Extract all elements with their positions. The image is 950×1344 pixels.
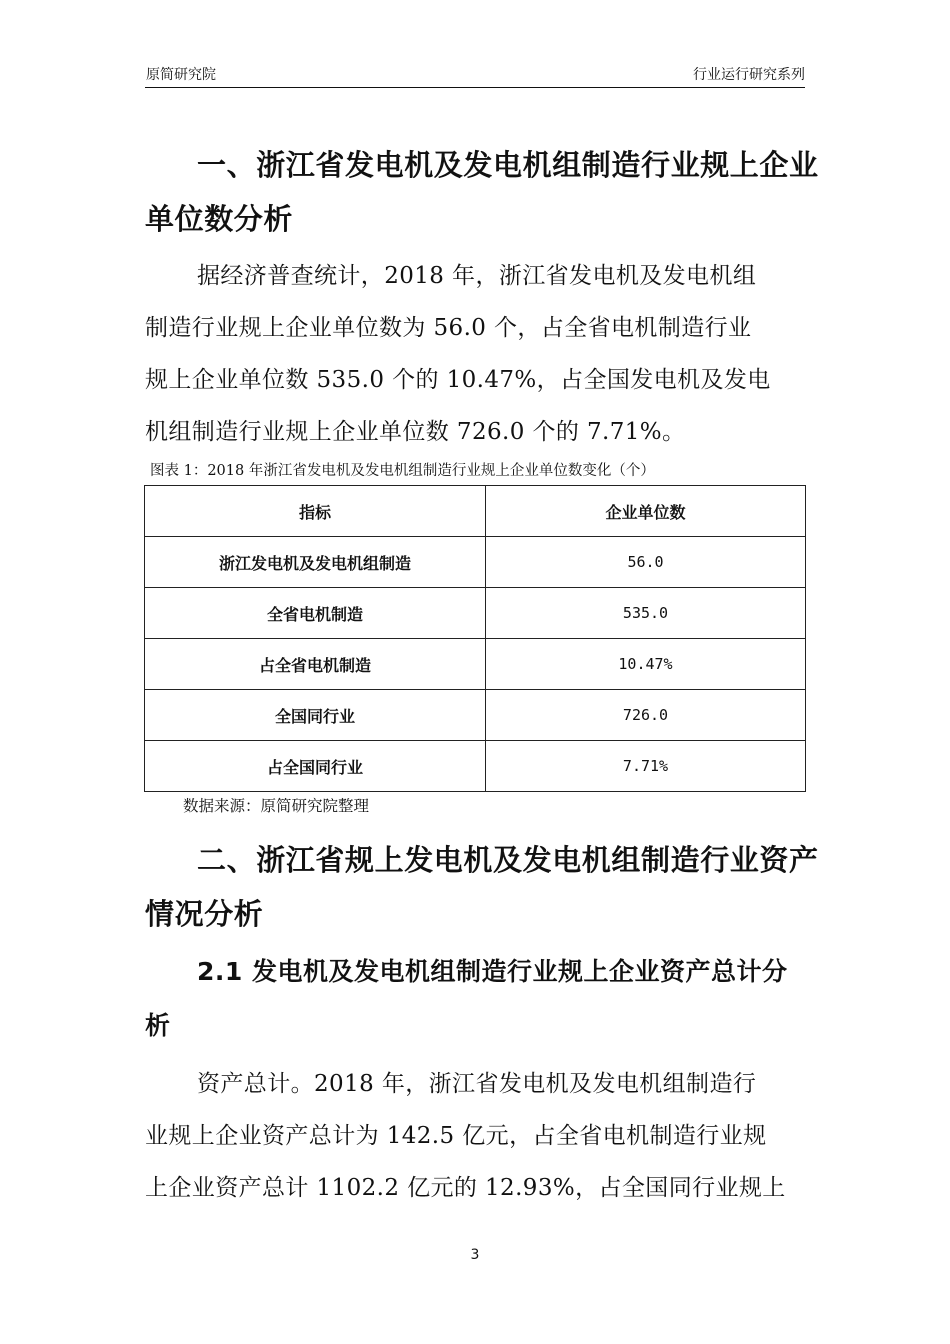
header-org-name: 原简研究院 [146,67,216,83]
table-row-label: 占全省电机制造 [145,639,486,690]
table1 [144,485,806,792]
section1-para-line4: 机组制造行业规上企业单位数 726.0 个的 7.71%。 [145,419,686,445]
table-header-row [145,486,806,537]
section1-heading-line2: 单位数分析 [145,202,294,236]
page-number: 3 [470,1247,480,1263]
table-row-value: 7.71% [486,741,806,792]
table-row [145,537,806,588]
table-row [145,588,806,639]
section2-heading [145,833,819,941]
table-row [145,690,806,741]
table-header-count: 企业单位数 [486,486,806,537]
table-row-value: 56.0 [486,537,806,588]
table-row-label: 浙江发电机及发电机组制造 [145,537,486,588]
table-row-value: 726.0 [486,690,806,741]
table-row-value: 535.0 [486,588,806,639]
table-row [145,741,806,792]
table1-caption: 图表 1：2018 年浙江省发电机及发电机组制造行业规上企业单位数变化（个） [150,463,655,479]
section1-para-line2: 制造行业规上企业单位数为 56.0 个，占全省电机制造行业 [145,315,752,341]
table-row-label: 全省电机制造 [145,588,486,639]
section2-heading-line1: 二、浙江省规上发电机及发电机组制造行业资产 [197,843,819,877]
header-series-name: 行业运行研究系列 [693,67,805,83]
table1-source: 数据来源：原简研究院整理 [183,797,370,815]
section2-para-line1: 资产总计。2018 年，浙江省发电机及发电机组制造行 [197,1071,757,1097]
section1-heading-line1: 一、浙江省发电机及发电机组制造行业规上企业 [197,148,819,182]
section1-paragraph [145,250,807,458]
table-row-label: 占全国同行业 [145,741,486,792]
table-header-indicator: 指标 [145,486,486,537]
section1-para-line3: 规上企业单位数 535.0 个的 10.47%，占全国发电机及发电 [145,367,771,393]
section2-1-heading-line2: 析 [145,1011,171,1040]
section2-1-heading [145,945,807,1053]
section1-para-line1: 据经济普查统计，2018 年，浙江省发电机及发电机组 [197,263,757,289]
section1-heading [145,138,819,246]
table-row [145,639,806,690]
section2-para-line2: 业规上企业资产总计为 142.5 亿元，占全省电机制造行业规 [145,1123,767,1149]
table-row-label: 全国同行业 [145,690,486,741]
table-row-value: 10.47% [486,639,806,690]
section2-para-line3: 上企业资产总计 1102.2 亿元的 12.93%，占全国同行业规上 [145,1175,786,1201]
section2-heading-line2: 情况分析 [145,897,264,931]
section2-1-heading-line1: 2.1 发电机及发电机组制造行业规上企业资产总计分 [197,957,788,986]
header-rule [145,87,805,88]
section2-paragraph [145,1058,807,1214]
